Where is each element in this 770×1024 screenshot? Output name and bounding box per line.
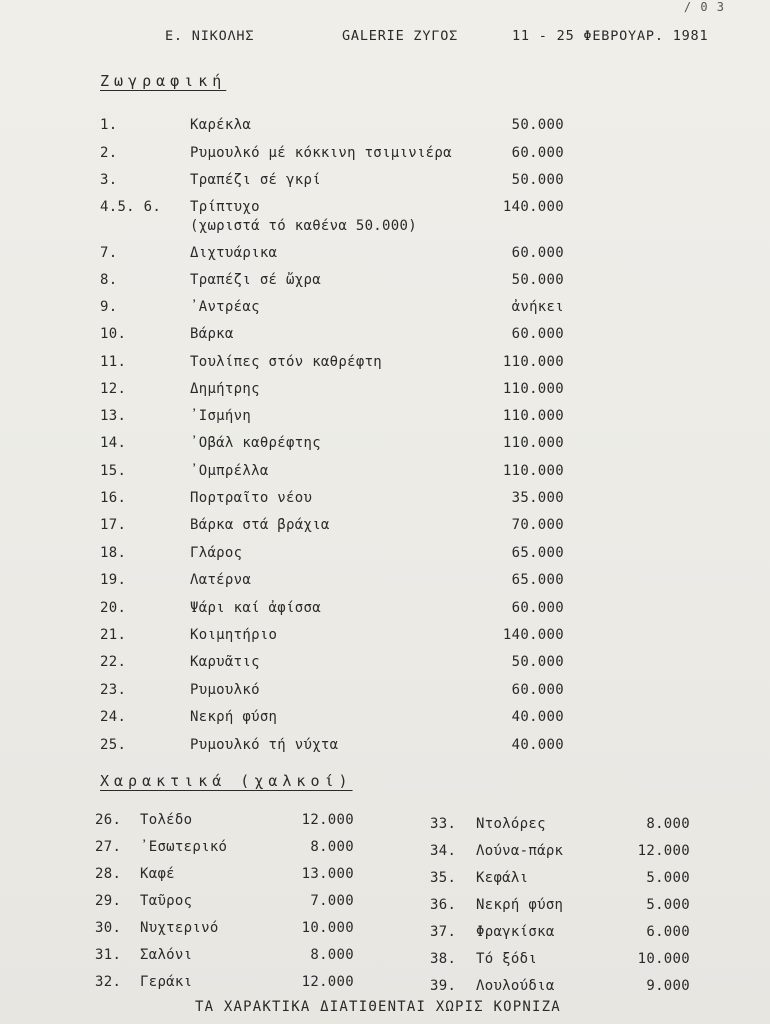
item-number: 13.	[100, 408, 127, 424]
item-number: 35.	[430, 870, 457, 886]
item-price: 65.000	[511, 572, 564, 588]
list-item	[0, 924, 770, 950]
item-title: ᾿Εσωτερικό	[140, 839, 228, 855]
item-price: 8.000	[310, 947, 354, 963]
item-price: 110.000	[502, 381, 564, 397]
item-price: 110.000	[502, 463, 564, 479]
item-title: Τό ξόδι	[476, 951, 538, 967]
item-price: 60.000	[511, 682, 564, 698]
list-item	[0, 682, 770, 708]
item-title: Τουλίπες στόν καθρέφτη	[190, 354, 383, 370]
item-number: 18.	[100, 545, 127, 561]
item-number: 28.	[95, 866, 122, 882]
item-title: Τραπέζι σέ γκρί	[190, 172, 321, 188]
item-title: Βάρκα στά βράχια	[190, 517, 330, 533]
item-title: Τολέδο	[140, 812, 193, 828]
item-price: 5.000	[646, 897, 690, 913]
item-title: Δημήτρης	[190, 381, 260, 397]
list-item	[0, 737, 770, 763]
item-number: 20.	[100, 600, 127, 616]
item-title: Λούνα-πάρκ	[476, 843, 564, 859]
item-number: 7.	[100, 245, 118, 261]
item-number: 24.	[100, 709, 127, 725]
list-item	[0, 199, 770, 234]
footer-note: ΤΑ ΧΑΡΑΚΤΙΚΑ ΔΙΑΤΙΘΕΝΤΑΙ ΧΩΡΙΣ ΚΟΡΝΙΖΑ	[195, 999, 561, 1015]
gallery-name: GALERIE ΖΥΓΟΣ	[342, 28, 459, 44]
item-price: 110.000	[502, 354, 564, 370]
list-item	[0, 354, 770, 380]
item-price: 50.000	[511, 272, 564, 288]
item-number: 11.	[100, 354, 127, 370]
list-item	[0, 245, 770, 271]
corner-mark: / 0 3	[683, 0, 725, 14]
item-price: 60.000	[511, 145, 564, 161]
list-item	[0, 517, 770, 543]
list-item	[0, 326, 770, 352]
item-number: 14.	[100, 435, 127, 451]
item-title: Λατέρνα	[190, 572, 252, 588]
item-price: 13.000	[301, 866, 354, 882]
item-number: 23.	[100, 682, 127, 698]
list-item	[0, 490, 770, 516]
item-title: Ψάρι καί ἀφίσσα	[190, 600, 321, 616]
exhibition-dates: 11 - 25 ΦΕΒΡΟΥΑΡ. 1981	[512, 28, 709, 44]
item-title: Γεράκι	[140, 974, 193, 990]
item-title: Νεκρή φύση	[190, 709, 278, 725]
item-number: 31.	[95, 947, 122, 963]
item-title: Ρυμουλκό τή νύχτα	[190, 737, 339, 753]
item-title: ᾿Ισμήνη	[190, 408, 252, 424]
item-price: 65.000	[511, 545, 564, 561]
item-number: 10.	[100, 326, 127, 342]
item-price: 50.000	[511, 654, 564, 670]
list-item	[0, 627, 770, 653]
item-number: 27.	[95, 839, 122, 855]
item-price: 8.000	[310, 839, 354, 855]
item-title: Κοιμητήριο	[190, 627, 278, 643]
item-price: 10.000	[637, 951, 690, 967]
item-number: 34.	[430, 843, 457, 859]
item-price: 5.000	[646, 870, 690, 886]
item-number: 1.	[100, 117, 118, 133]
list-item	[0, 545, 770, 571]
item-number: 39.	[430, 978, 457, 994]
item-price: 40.000	[511, 709, 564, 725]
item-number: 15.	[100, 463, 127, 479]
item-price: 50.000	[511, 117, 564, 133]
item-price: 110.000	[502, 435, 564, 451]
item-title: Νυχτερινό	[140, 920, 219, 936]
prints-section-heading: Χαρακτικά (χαλκοί)	[100, 772, 353, 790]
list-item	[0, 172, 770, 198]
list-item	[0, 272, 770, 298]
item-number: 26.	[95, 812, 122, 828]
list-item	[0, 463, 770, 489]
item-price: 12.000	[301, 812, 354, 828]
item-number: 38.	[430, 951, 457, 967]
item-price: 9.000	[646, 978, 690, 994]
item-title: Καρέκλα	[190, 117, 252, 133]
item-title: Φραγκίσκα	[476, 924, 555, 940]
item-price: 10.000	[301, 920, 354, 936]
item-number: 29.	[95, 893, 122, 909]
list-item	[0, 816, 770, 842]
item-price: 12.000	[301, 974, 354, 990]
item-title: Τραπέζι σέ ὤχρα	[190, 272, 321, 288]
list-item	[0, 951, 770, 977]
item-price: 60.000	[511, 600, 564, 616]
list-item	[0, 897, 770, 923]
item-number: 25.	[100, 737, 127, 753]
list-item	[0, 381, 770, 407]
item-price: 50.000	[511, 172, 564, 188]
item-number: 22.	[100, 654, 127, 670]
item-title: Καφέ	[140, 866, 175, 882]
item-number: 2.	[100, 145, 118, 161]
item-number: 33.	[430, 816, 457, 832]
list-item	[0, 299, 770, 325]
item-title: ᾿Οβάλ καθρέφτης	[190, 435, 321, 451]
item-price: 35.000	[511, 490, 564, 506]
item-price: 140.000	[502, 627, 564, 643]
painting-section-heading: Ζωγραφική	[100, 72, 227, 90]
item-number: 16.	[100, 490, 127, 506]
item-number: 37.	[430, 924, 457, 940]
list-item	[0, 408, 770, 434]
artist-name: Ε. ΝΙΚΟΛΗΣ	[165, 28, 255, 44]
item-price: 110.000	[502, 408, 564, 424]
item-price: 12.000	[637, 843, 690, 859]
list-item	[0, 435, 770, 461]
list-item	[0, 709, 770, 735]
list-item	[0, 572, 770, 598]
item-price: 70.000	[511, 517, 564, 533]
item-number: 32.	[95, 974, 122, 990]
item-title: Καρυᾶτις	[190, 654, 260, 670]
item-title: Ντολόρες	[476, 816, 546, 832]
item-price: 8.000	[646, 816, 690, 832]
item-title: Λουλούδια	[476, 978, 555, 994]
item-price: 140.000	[502, 199, 564, 215]
item-title: Σαλόνι	[140, 947, 193, 963]
item-title: Ταῦρος	[140, 893, 193, 909]
item-price: 60.000	[511, 245, 564, 261]
item-price: 7.000	[310, 893, 354, 909]
item-title: Γλάρος	[190, 545, 243, 561]
item-title: Ρυμουλκό μέ κόκκινη τσιμινιέρα	[190, 145, 452, 161]
item-title: Βάρκα	[190, 326, 234, 342]
item-number: 17.	[100, 517, 127, 533]
item-title: ᾿Ομπρέλλα	[190, 463, 269, 479]
list-item	[0, 654, 770, 680]
item-title: Διχτυάρικα	[190, 245, 278, 261]
item-note: (χωριστά τό καθένα 50.000)	[190, 218, 417, 234]
item-number: 19.	[100, 572, 127, 588]
item-title: Νεκρή φύση	[476, 897, 564, 913]
item-number: 4.5. 6.	[100, 199, 162, 215]
list-item	[0, 117, 770, 143]
list-item	[0, 843, 770, 869]
item-price: 60.000	[511, 326, 564, 342]
item-number: 30.	[95, 920, 122, 936]
item-title: Τρίπτυχο	[190, 199, 260, 215]
item-title: Κεφάλι	[476, 870, 529, 886]
item-number: 9.	[100, 299, 118, 315]
item-price: ἀνήκει	[511, 299, 564, 315]
item-price: 40.000	[511, 737, 564, 753]
item-title: Πορτραῖτο νέου	[190, 490, 313, 506]
item-number: 8.	[100, 272, 118, 288]
list-item	[0, 145, 770, 171]
item-price: 6.000	[646, 924, 690, 940]
item-number: 12.	[100, 381, 127, 397]
list-item	[0, 600, 770, 626]
item-number: 21.	[100, 627, 127, 643]
item-title: Ρυμουλκό	[190, 682, 260, 698]
item-title: ᾿Αντρέας	[190, 299, 260, 315]
list-item	[0, 870, 770, 896]
item-number: 36.	[430, 897, 457, 913]
item-number: 3.	[100, 172, 118, 188]
